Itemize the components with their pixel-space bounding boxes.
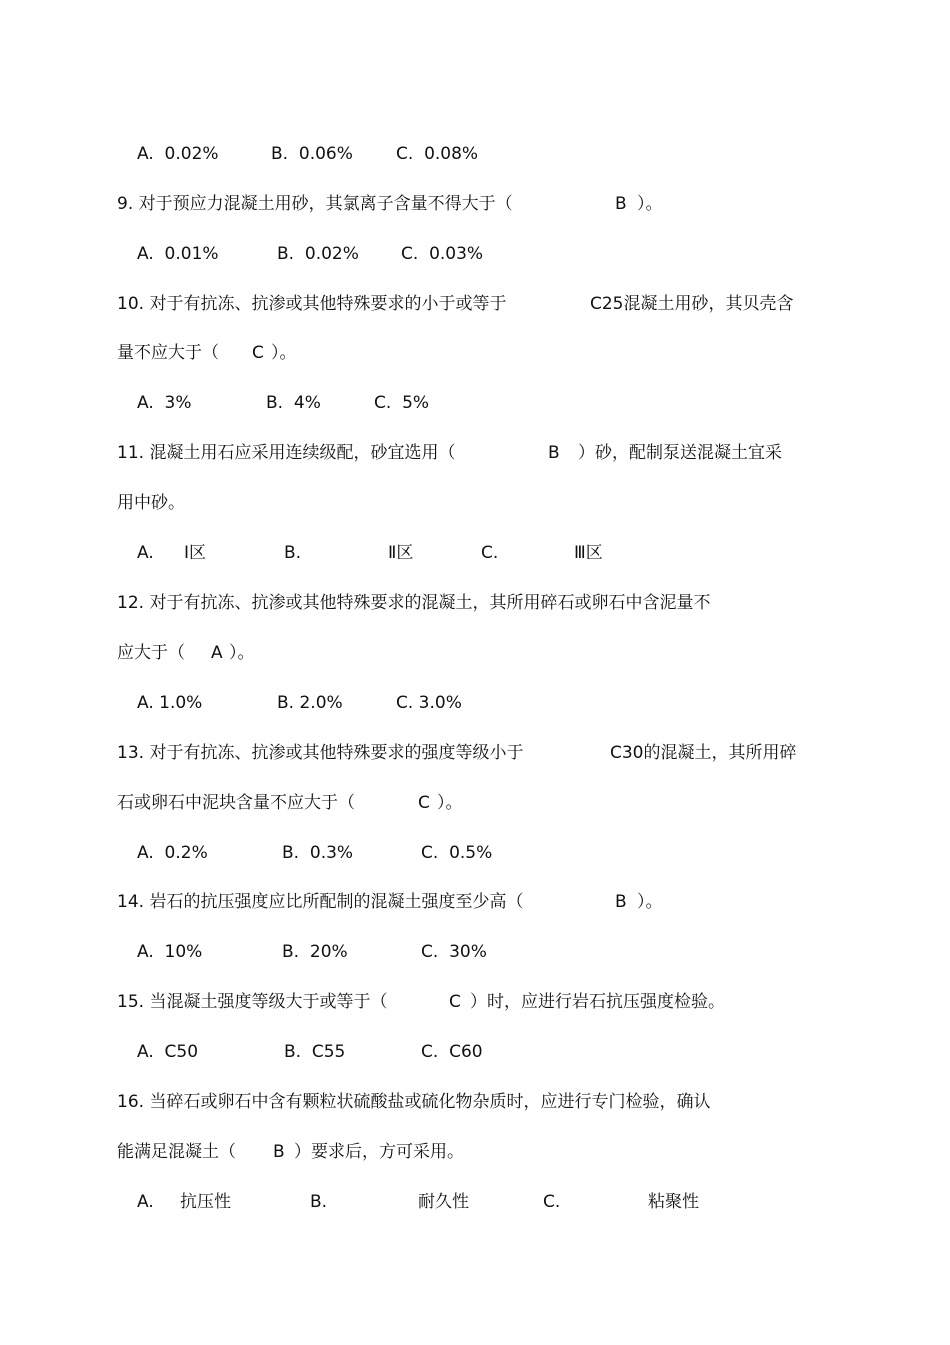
q15-option-a: A. C50 [137, 1042, 199, 1062]
q10-answer: C [252, 343, 264, 363]
q9-option-b: B. 0.02% [277, 244, 359, 264]
q16-answer: B [273, 1142, 285, 1162]
q12-text: 12. 对于有抗冻、抗渗或其他特殊要求的混凝土，其所用碎石或卵石中含泥量不 [117, 593, 711, 613]
q11-text-line2: 用中砂。 [117, 493, 185, 513]
q16-option-c: 粘聚性 [648, 1192, 699, 1212]
q13-option-a: A. 0.2% [137, 843, 208, 863]
q12-text-line2: 应大于（ [117, 643, 185, 663]
q16-text-line2: 能满足混凝土（ [117, 1142, 236, 1162]
q16-option-b-label: B. [310, 1192, 328, 1212]
q11-text: 11. 混凝土用石应采用连续级配，砂宜选用（ [117, 443, 456, 463]
q9-answer: B [615, 194, 627, 214]
q11-option-c-label: C. [481, 543, 499, 563]
q11-option-a: Ⅰ区 [184, 543, 207, 563]
q13-text-end: ）。 [437, 793, 463, 813]
q9-option-c: C. 0.03% [401, 244, 484, 264]
q12-option-b: B. 2.0% [277, 693, 343, 713]
q16-text: 16. 当碎石或卵石中含有颗粒状硫酸盐或硫化物杂质时，应进行专门检验，确认 [117, 1092, 711, 1112]
q11-answer: B [548, 443, 560, 463]
q10-option-a: A. 3% [137, 393, 192, 413]
q11-text-end: ）砂，配制泵送混凝土宜采 [578, 443, 782, 463]
q8-option-b: B. 0.06% [271, 144, 353, 164]
q10-option-c: C. 5% [374, 393, 430, 413]
q13-text-b: C30的混凝土，其所用碎 [610, 743, 797, 763]
q13-option-c: C. 0.5% [421, 843, 493, 863]
q16-text-end: ）要求后，方可采用。 [294, 1142, 464, 1162]
q14-option-b: B. 20% [282, 942, 348, 962]
q8-option-c: C. 0.08% [396, 144, 479, 164]
q11-option-c: Ⅲ区 [574, 543, 603, 563]
q14-option-c: C. 30% [421, 942, 487, 962]
q13-answer: C [418, 793, 430, 813]
q15-text: 15. 当混凝土强度等级大于或等于（ [117, 992, 388, 1012]
q9-text: 9. 对于预应力混凝土用砂，其氯离子含量不得大于（ [117, 194, 513, 214]
q14-option-a: A. 10% [137, 942, 203, 962]
q14-text-end: ）。 [637, 892, 663, 912]
q13-option-b: B. 0.3% [282, 843, 354, 863]
q13-text-line2: 石或卵石中泥块含量不应大于（ [117, 793, 355, 813]
q9-text-end: ）。 [637, 194, 663, 214]
q11-option-b: Ⅱ区 [388, 543, 414, 563]
q16-option-b: 耐久性 [418, 1192, 469, 1212]
q11-option-a-label: A. [137, 543, 154, 563]
q12-option-c: C. 3.0% [396, 693, 462, 713]
q15-option-c: C. C60 [421, 1042, 483, 1062]
q16-option-c-label: C. [543, 1192, 561, 1212]
q15-answer: C [449, 992, 461, 1012]
q9-option-a: A. 0.01% [137, 244, 219, 264]
q11-option-b-label: B. [284, 543, 302, 563]
q10-text-b: C25混凝土用砂，其贝壳含 [590, 294, 794, 314]
q14-answer: B [615, 892, 627, 912]
q12-option-a: A. 1.0% [137, 693, 203, 713]
q15-option-b: B. C55 [284, 1042, 346, 1062]
q16-option-a-label: A. [137, 1192, 154, 1212]
q13-text: 13. 对于有抗冻、抗渗或其他特殊要求的强度等级小于 [117, 743, 524, 763]
q10-option-b: B. 4% [266, 393, 321, 413]
q10-text-end: ）。 [271, 343, 297, 363]
q15-text-end: ）时，应进行岩石抗压强度检验。 [470, 992, 725, 1012]
q12-text-end: ）。 [229, 643, 255, 663]
q14-text: 14. 岩石的抗压强度应比所配制的混凝土强度至少高（ [117, 892, 524, 912]
q16-option-a: 抗压性 [180, 1192, 231, 1212]
q8-option-a: A. 0.02% [137, 144, 219, 164]
q12-answer: A [211, 643, 223, 663]
q10-text-line2: 量不应大于（ [117, 343, 219, 363]
q10-text: 10. 对于有抗冻、抗渗或其他特殊要求的小于或等于 [117, 294, 507, 314]
